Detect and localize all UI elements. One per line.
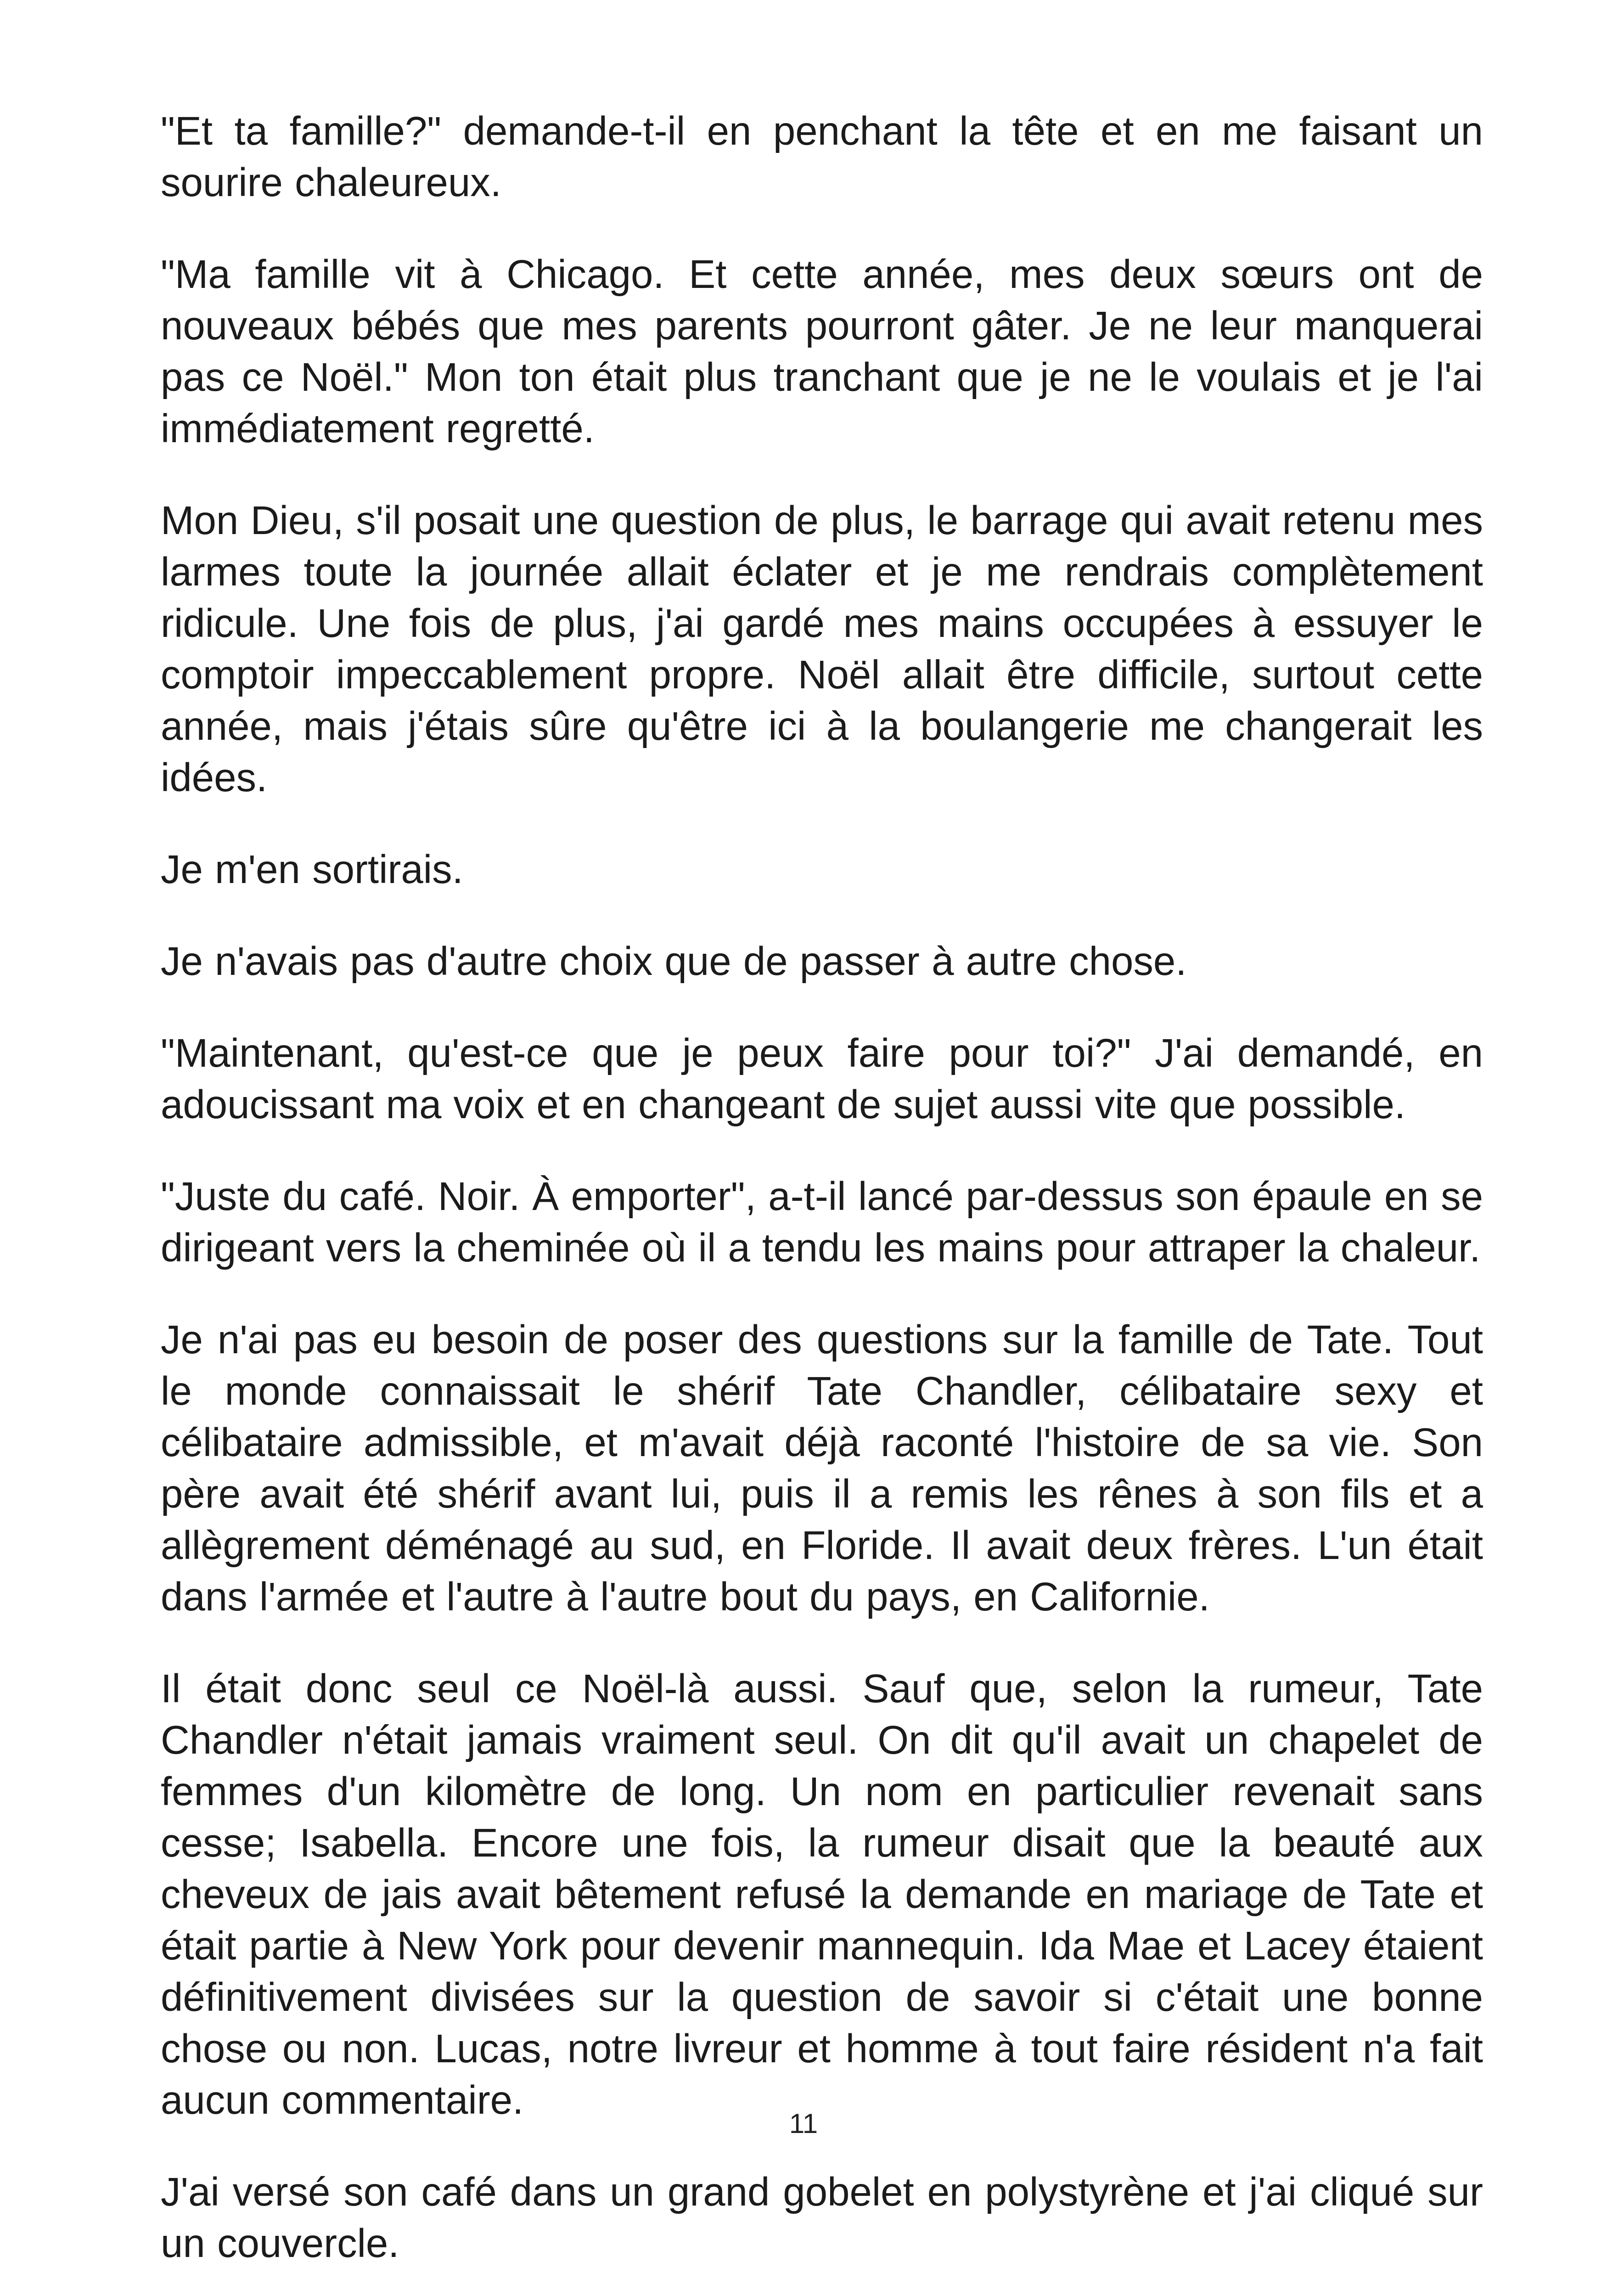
paragraph-4: Je m'en sortirais. bbox=[161, 847, 463, 892]
paragraph-8: Je n'ai pas eu besoin de poser des questions sur la famille de Tate. Tout le monde connaissait le shérif Tate Chandler, célibataire sexy et célibataire admissible, et m'avait déjà raconté l'histoire de sa vie. Son père avait été shérif avant lui, puis il a remis les rênes à son fils et a allègrement déménagé au sud, en Floride. Il avait deux frères. L'un était dans l'armée et l'autre à l'autre bout du pays, en Californie. bbox=[161, 1317, 1483, 1619]
paragraph-3: Mon Dieu, s'il posait une question de plus, le barrage qui avait retenu mes larmes toute la journée allait éclater et je me rendrais complètement ridicule. Une fois de plus, j'ai gardé mes mains occupées à essuyer le comptoir impeccablement propre. Noël allait être difficile, surtout cette année, mais j'étais sûre qu'être ici à la boulangerie me changerait les idées. bbox=[161, 498, 1483, 800]
paragraph-9: Il était donc seul ce Noël-là aussi. Sauf que, selon la rumeur, Tate Chandler n'était jamais vraiment seul. On dit qu'il avait un chapelet de femmes d'un kilomètre de long. Un nom en particulier revenait sans cesse; Isabella. Encore une fois, la rumeur disait que la beauté aux cheveux de jais avait bêtement refusé la demande en mariage de Tate et était partie à New York pour devenir mannequin. Ida Mae et Lacey étaient définitivement divisées sur la question de savoir si c'était une bonne chose ou non. Lucas, notre livreur et homme à tout faire résident n'a fait aucun commentaire. bbox=[161, 1666, 1483, 2122]
paragraph-5: Je n'avais pas d'autre choix que de passer à autre chose. bbox=[161, 939, 1187, 984]
page-number: 11 bbox=[789, 2108, 818, 2139]
paragraph-6: "Maintenant, qu'est-ce que je peux faire pour toi?" J'ai demandé, en adoucissant ma voix et en changeant de sujet aussi vite que possible. bbox=[161, 1031, 1483, 1127]
paragraph-2: "Ma famille vit à Chicago. Et cette année, mes deux sœurs ont de nouveaux bébés que mes parents pourront gâter. Je ne leur manquerai pas ce Noël." Mon ton était plus tranchant que je ne le voulais et je l'ai immédiatement regretté. bbox=[161, 252, 1483, 451]
paragraph-10: J'ai versé son café dans un grand gobelet en polystyrène et j'ai cliqué sur un couvercle. bbox=[161, 2170, 1483, 2266]
paragraph-7: "Juste du café. Noir. À emporter", a-t-il lancé par-dessus son épaule en se dirigeant vers la cheminée où il a tendu les mains pour attraper la chaleur. bbox=[161, 1174, 1483, 1270]
paragraph-1: "Et ta famille?" demande-t-il en penchant la tête et en me faisant un sourire chaleureux. bbox=[161, 109, 1483, 205]
document-body bbox=[161, 106, 1483, 2296]
